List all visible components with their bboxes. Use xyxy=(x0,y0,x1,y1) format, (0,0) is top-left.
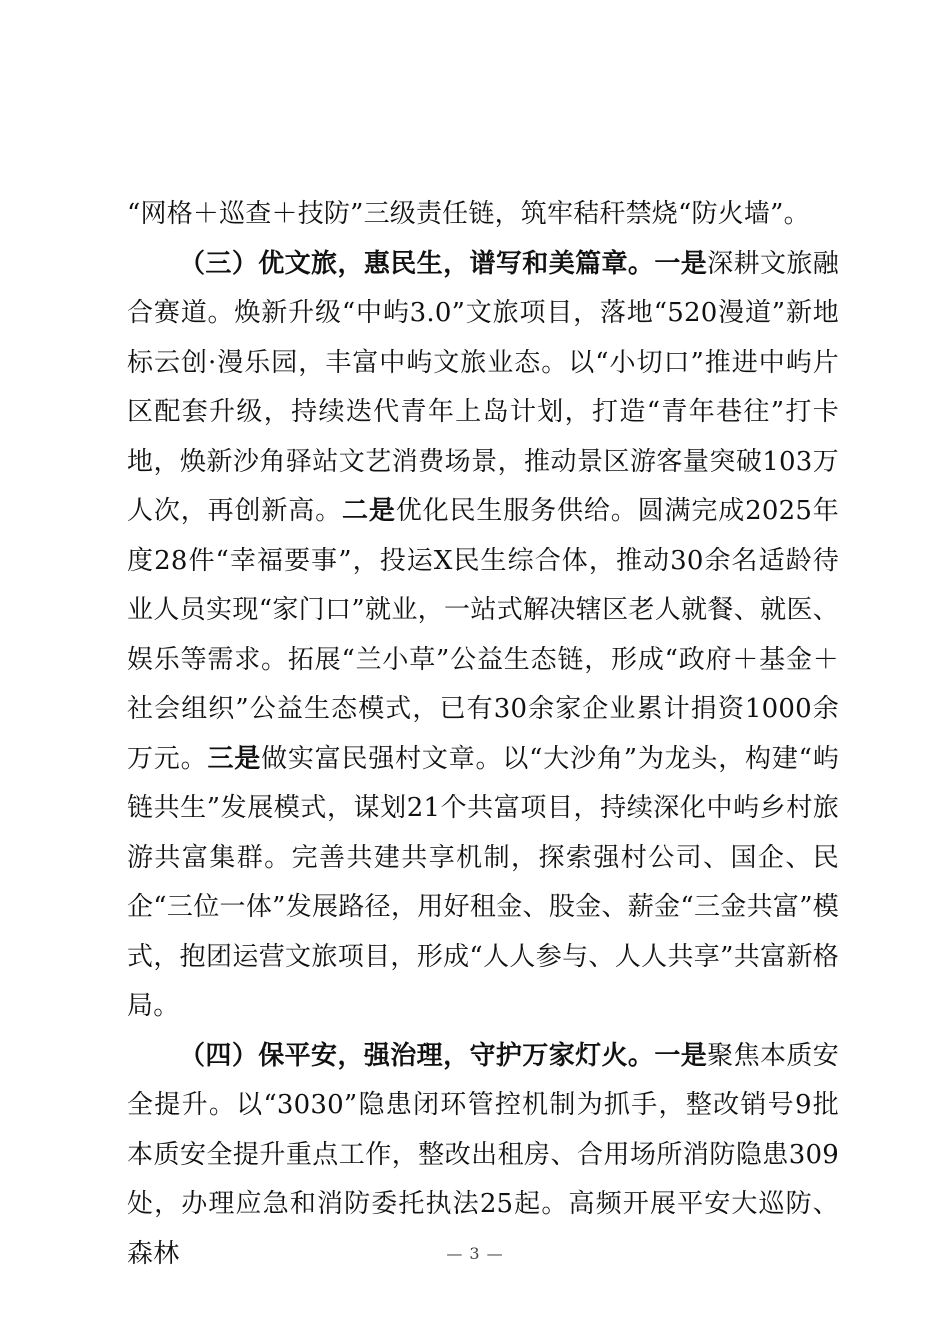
paragraph-section-3 xyxy=(127,240,839,1032)
point-lead: 二是 xyxy=(342,496,396,526)
paragraph-continuation xyxy=(127,190,839,240)
page-number: — 3 — xyxy=(446,1244,504,1263)
point-text: 聚焦本质安全提升。以“3030”隐患闭环管控机制为抓手，整改销号9批本质安全提升重点工作，整改出租房、合用场所消防隐患309处，办理应急和消防委托执法25起。高频开展平安大巡防、森林 xyxy=(127,1040,839,1269)
point-lead: 一是 xyxy=(654,248,708,279)
section-heading: （四）保平安，强治理，守护万家灯火。 xyxy=(179,1040,655,1071)
document-body xyxy=(127,190,839,1279)
point-text: 深耕文旅融合赛道。焕新升级“中屿3.0”文旅项目，落地“520漫道”新地标云创·漫乐园，丰富中屿文旅业态。以“小切口”推进中屿片区配套升级，持续迭代青年上岛计划，打造“青年巷往”打卡地，焕新沙角驿站文艺消费场景，推动景区游客量突破103万人次，再创新高。 xyxy=(127,248,839,526)
point-lead: 一是 xyxy=(654,1040,708,1071)
point-text: 优化民生服务供给。圆满完成2025年度28件“幸福要事”，投运X民生综合体，推动30余名适龄待业人员实现“家门口”就业，一站式解决辖区老人就餐、就医、娱乐等需求。拓展“兰小草”公益生态链，形成“政府＋基金＋社会组织”公益生态模式，已有30余家企业累计捐资1000余万元。 xyxy=(127,496,840,774)
point-lead: 三是 xyxy=(207,743,262,774)
point-text: 做实富民强村文章。以“大沙角”为龙头，构建“屿链共生”发展模式，谋划21个共富项目，持续深化中屿乡村旅游共富集群。完善共建共享机制，探索强村公司、国企、民企“三位一体”发展路径，用好租金、股金、薪金“三金共富”模式，抱团运营文旅项目，形成“人人参与、人人共享”共富新格局。 xyxy=(127,743,839,1021)
section-heading: （三）优文旅，惠民生，谱写和美篇章。 xyxy=(179,248,655,279)
paragraph-text: “网格＋巡查＋技防”三级责任链，筑牢秸秆禁烧“防火墙”。 xyxy=(127,199,810,229)
paragraph-section-4 xyxy=(127,1032,839,1280)
